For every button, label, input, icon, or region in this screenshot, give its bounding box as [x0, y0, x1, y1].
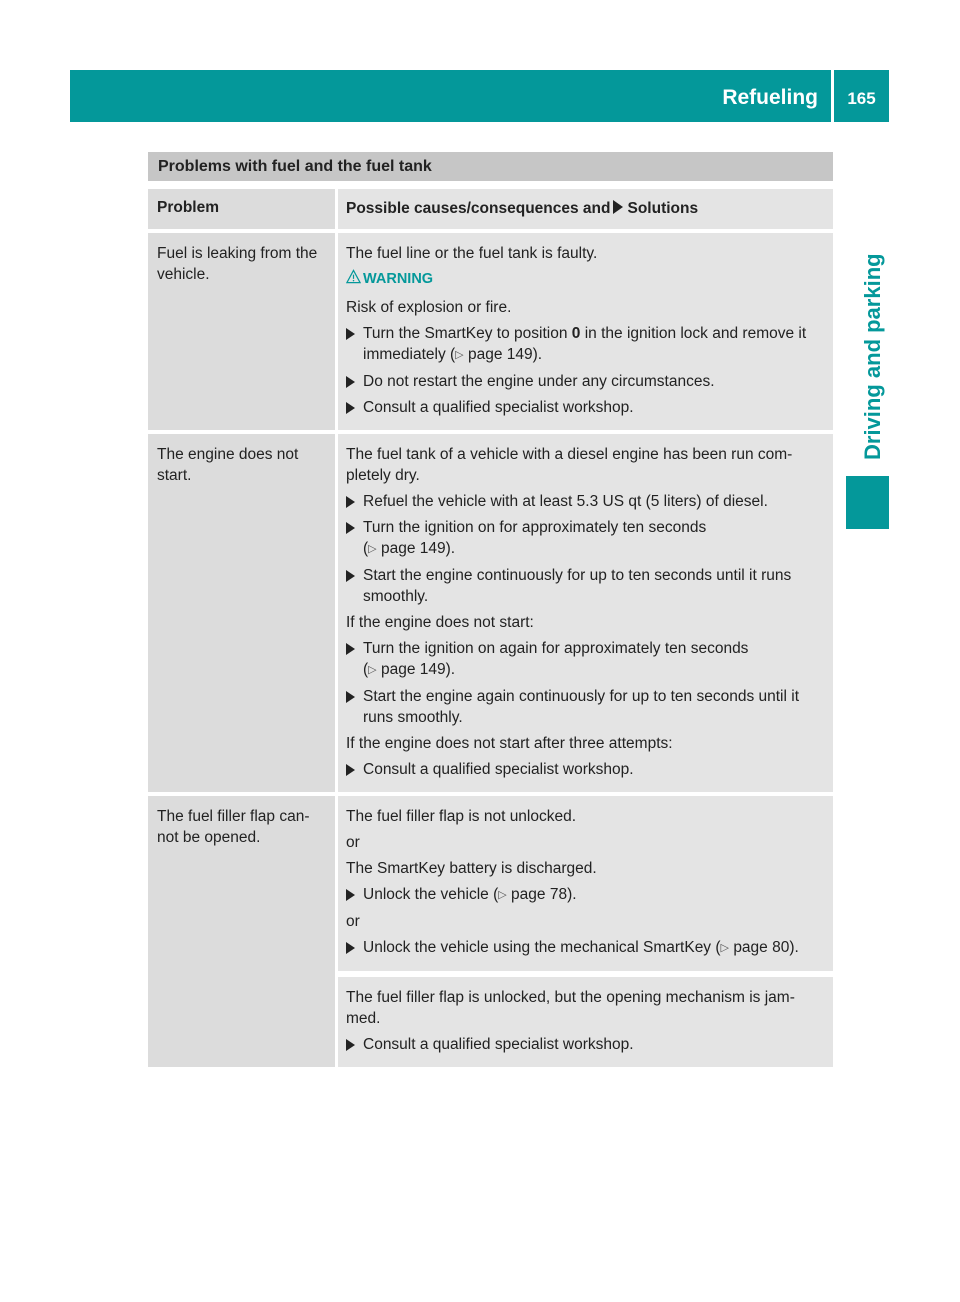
- action-step: Start the engine again continuously for up to ten seconds until it runs smoothly.: [346, 686, 827, 728]
- action-arrow-icon: [346, 764, 355, 776]
- header-bar: [70, 70, 889, 122]
- table-row: [148, 434, 833, 792]
- action-step: Consult a qualified specialist workshop.: [346, 397, 827, 418]
- col-header-solutions: Possible causes/consequences and Solutions: [335, 189, 833, 229]
- action-step: Turn the ignition on again for approximately ten seconds (▷ page 149).: [346, 638, 827, 681]
- col-header-problem: Problem: [148, 189, 335, 229]
- page-ref-icon: ▷: [368, 543, 377, 555]
- action-arrow-icon: [346, 496, 355, 508]
- solution-cell: [335, 796, 833, 1067]
- page-number: 165: [847, 89, 876, 108]
- problem-cell: The engine does not start.: [148, 434, 335, 792]
- or-text: or: [346, 834, 360, 851]
- action-arrow-icon: [346, 402, 355, 414]
- section-title: Problems with fuel and the fuel tank: [148, 152, 833, 181]
- action-arrow-icon: [346, 691, 355, 703]
- problem-cell: Fuel is leaking from the vehicle.: [148, 233, 335, 430]
- solution-cell: [335, 434, 833, 792]
- page-ref-icon: ▷: [498, 889, 507, 901]
- solution-block: [338, 977, 833, 1067]
- warning-text: Risk of explosion or fire.: [346, 299, 512, 316]
- action-step: Consult a qualified specialist workshop.: [346, 1034, 827, 1055]
- action-step: Turn the ignition on for approximately ten seconds (▷ page 149).: [346, 517, 827, 560]
- side-tab: [846, 476, 889, 529]
- cause-text: The fuel filler flap is not unlocked.: [346, 808, 577, 825]
- action-arrow-icon: [346, 942, 355, 954]
- action-step: Turn the SmartKey to position 0 in the ignition lock and remove it immediately (▷ page 149).: [346, 323, 827, 366]
- table-row: [148, 233, 833, 430]
- action-step: Start the engine continuously for up to ten seconds until it runs smoothly.: [346, 565, 827, 607]
- page-ref-link[interactable]: page 78).: [511, 886, 577, 903]
- page-ref-link[interactable]: page 149).: [380, 540, 456, 557]
- page-ref-link[interactable]: page 149).: [380, 661, 456, 678]
- cause-text: The SmartKey battery is discharged.: [346, 860, 597, 877]
- chapter-title: Refueling: [722, 86, 818, 109]
- action-step: Unlock the vehicle (▷ page 78).: [346, 884, 827, 906]
- table-row: [148, 796, 833, 1067]
- warning-heading: WARNING: [346, 269, 827, 290]
- action-step: Refuel the vehicle with at least 5.3 US qt (5 liters) of diesel.: [346, 491, 827, 512]
- cause-text: The fuel tank of a vehicle with a diesel engine has been run com-pletely dry.: [346, 446, 793, 484]
- page-ref-icon: ▷: [720, 942, 729, 954]
- page-ref-icon: ▷: [368, 664, 377, 676]
- problems-table: [148, 189, 833, 1067]
- side-label-text: Driving and parking: [860, 253, 885, 460]
- page-ref-icon: ▷: [455, 349, 464, 361]
- solution-block: [338, 796, 833, 971]
- action-arrow-icon: [346, 1039, 355, 1051]
- page-ref-link[interactable]: page 80).: [733, 939, 799, 956]
- page-ref-link[interactable]: page 149).: [467, 346, 543, 363]
- table-header-row: [148, 189, 833, 229]
- action-arrow-icon: [346, 643, 355, 655]
- solution-cell: [335, 233, 833, 430]
- problem-cell: The fuel filler flap can-not be opened.: [148, 796, 335, 1067]
- or-text: or: [346, 913, 360, 930]
- cause-text: The fuel line or the fuel tank is faulty.: [346, 245, 598, 262]
- action-step: Unlock the vehicle using the mechanical SmartKey (▷ page 80).: [346, 937, 827, 959]
- action-arrow-icon: [613, 200, 623, 214]
- action-step: Do not restart the engine under any circumstances.: [346, 371, 827, 392]
- action-arrow-icon: [346, 889, 355, 901]
- note-text: If the engine does not start after three attempts:: [346, 735, 673, 752]
- action-step: Consult a qualified specialist workshop.: [346, 759, 827, 780]
- cause-text: The fuel filler flap is unlocked, but the opening mechanism is jam-med.: [346, 989, 795, 1027]
- side-label: [846, 250, 889, 460]
- action-arrow-icon: [346, 376, 355, 388]
- action-arrow-icon: [346, 522, 355, 534]
- note-text: If the engine does not start:: [346, 614, 534, 631]
- warning-icon: [346, 269, 361, 284]
- action-arrow-icon: [346, 570, 355, 582]
- action-arrow-icon: [346, 328, 355, 340]
